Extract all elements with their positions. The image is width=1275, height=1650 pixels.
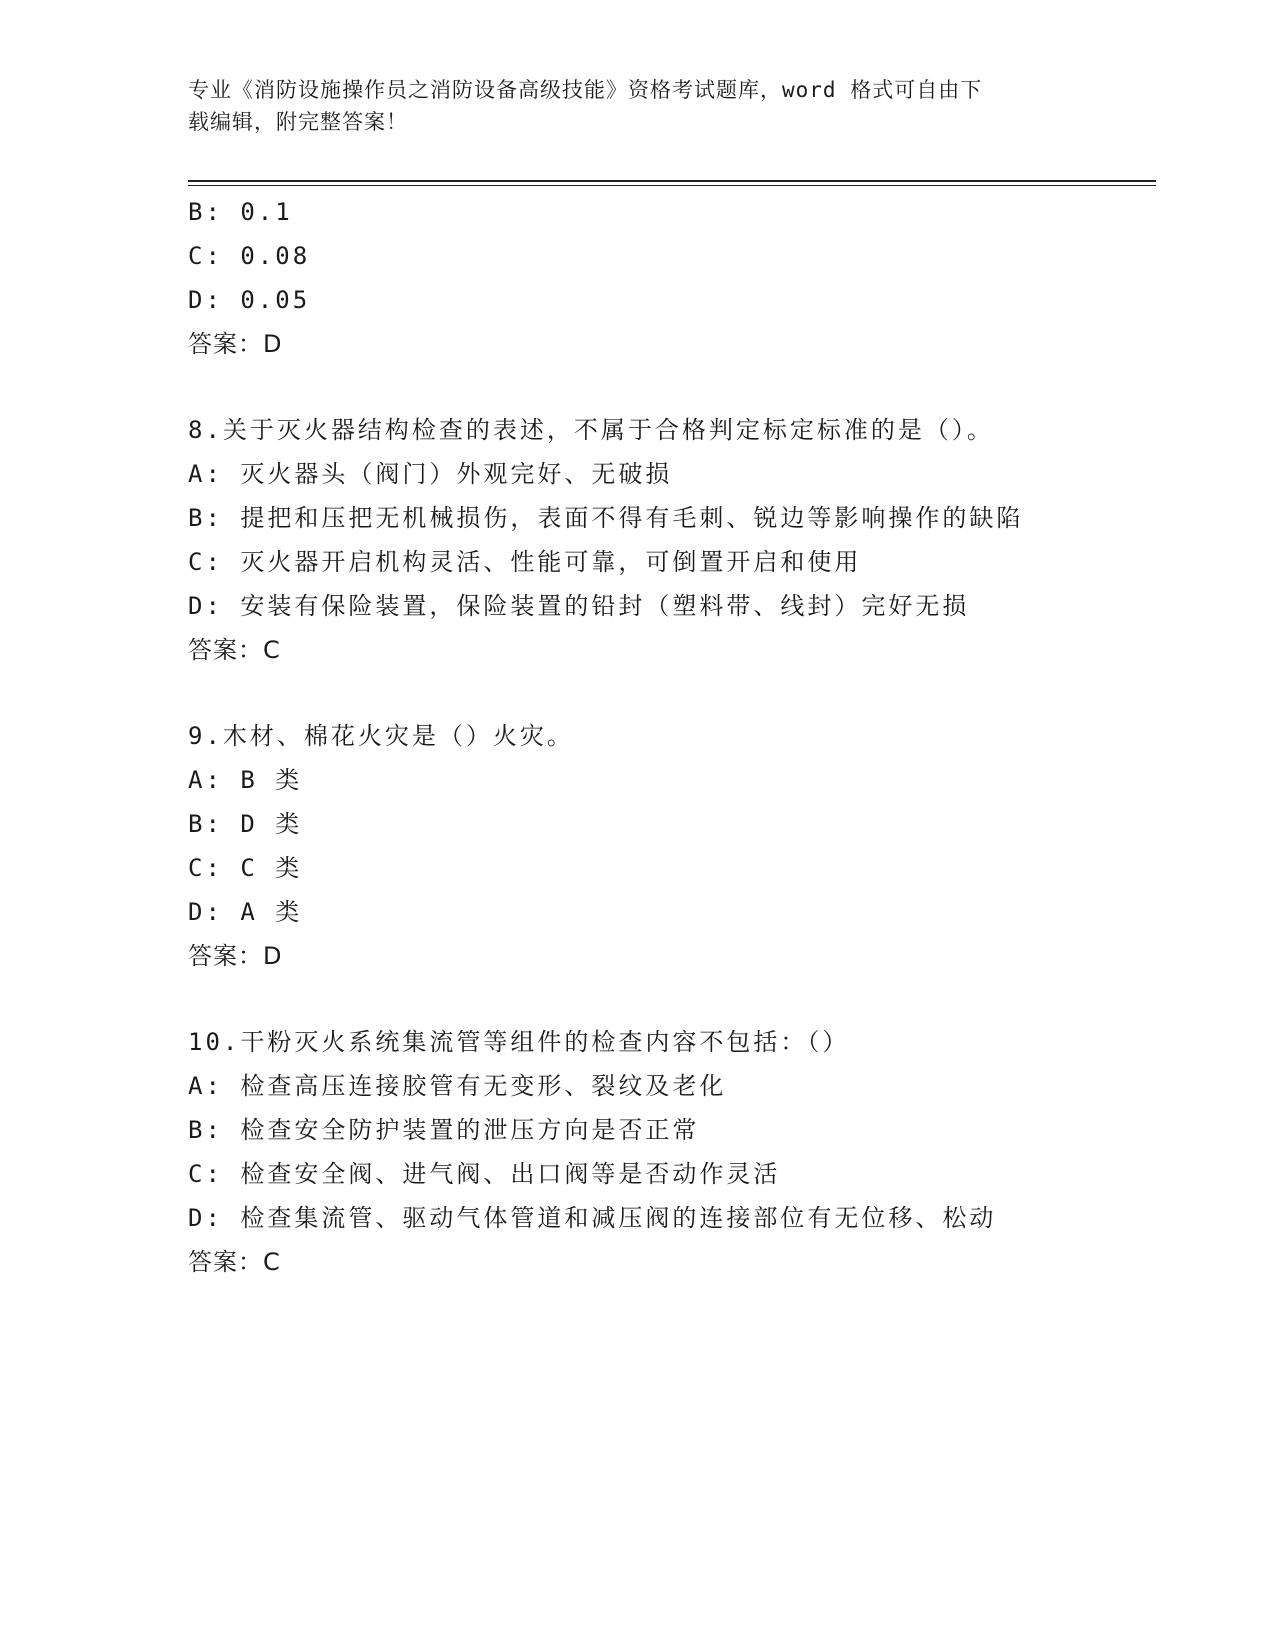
header-line-1: 专业《消防设施操作员之消防设备高级技能》资格考试题库，word 格式可自由下 bbox=[188, 78, 983, 102]
q7-answer: 答案：D bbox=[188, 330, 283, 358]
q8-option-b: B: 提把和压把无机械损伤，表面不得有毛刺、锐边等影响操作的缺陷 bbox=[188, 504, 1024, 532]
q9-option-a: A: B 类 bbox=[188, 766, 303, 794]
q9-option-c: C: C 类 bbox=[188, 854, 303, 882]
q9-answer: 答案：D bbox=[188, 942, 283, 970]
q8-option-a: A: 灭火器头（阀门）外观完好、无破损 bbox=[188, 460, 673, 488]
q10-answer: 答案：C bbox=[188, 1248, 281, 1276]
header-divider-thin bbox=[188, 185, 1156, 186]
q8-question: 8.关于灭火器结构检查的表述，不属于合格判定标定标准的是（）。 bbox=[188, 416, 994, 444]
q9-option-d: D: A 类 bbox=[188, 898, 303, 926]
q8-option-c: C: 灭火器开启机构灵活、性能可靠，可倒置开启和使用 bbox=[188, 548, 862, 576]
q9-question: 9.木材、棉花火灾是（）火灾。 bbox=[188, 722, 574, 750]
q10-option-b: B: 检查安全防护装置的泄压方向是否正常 bbox=[188, 1116, 700, 1144]
q8-option-d: D: 安装有保险装置，保险装置的铅封（塑料带、线封）完好无损 bbox=[188, 592, 970, 620]
q10-option-c: C: 检查安全阀、进气阀、出口阀等是否动作灵活 bbox=[188, 1160, 781, 1188]
q9-option-b: B: D 类 bbox=[188, 810, 303, 838]
q10-option-d: D: 检查集流管、驱动气体管道和减压阀的连接部位有无位移、松动 bbox=[188, 1204, 997, 1232]
document-header bbox=[188, 74, 1088, 138]
q7-option-c: C: 0.08 bbox=[188, 242, 311, 270]
q7-option-d: D: 0.05 bbox=[188, 286, 311, 314]
q8-answer: 答案：C bbox=[188, 636, 281, 664]
q10-question: 10.干粉灭火系统集流管等组件的检查内容不包括：（） bbox=[188, 1028, 850, 1056]
header-line-2: 载编辑，附完整答案！ bbox=[188, 110, 408, 134]
q7-option-b: B: 0.1 bbox=[188, 198, 293, 226]
q10-option-a: A: 检查高压连接胶管有无变形、裂纹及老化 bbox=[188, 1072, 727, 1100]
header-divider-thick bbox=[188, 180, 1156, 182]
